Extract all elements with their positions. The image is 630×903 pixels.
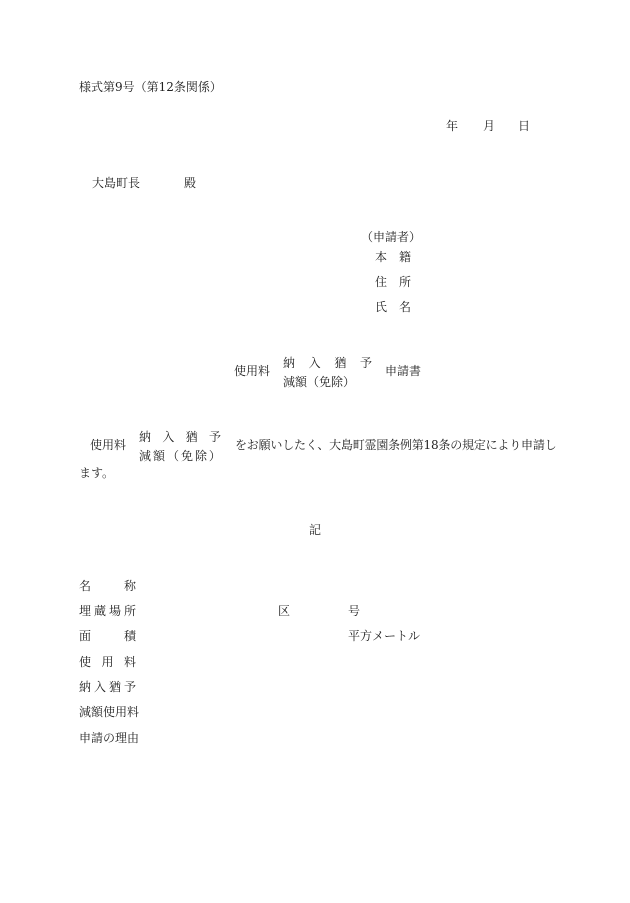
date-month-label: 月	[483, 119, 496, 133]
addressee-honorific: 殿	[184, 176, 197, 190]
field-burial-place-label: 埋 蔵 場 所	[79, 604, 136, 618]
field-usage-fee-label: 使 用 料	[79, 655, 136, 669]
field-name-label: 名 称	[79, 579, 136, 593]
field-reason-label: 申請の理由	[79, 731, 140, 745]
addressee-name: 大島町長	[92, 176, 141, 190]
title-suffix: 申請書	[385, 364, 422, 378]
field-area-label: 面 積	[79, 629, 136, 643]
applicant-address-label: 住 所	[375, 275, 412, 289]
body-text-line1: をお願いしたく、大島町霊園条例第18条の規定により申請し	[235, 438, 557, 452]
form-number: 様式第9号（第12条関係）	[79, 80, 222, 94]
field-reduced-fee-label: 減額使用料	[79, 705, 140, 719]
applicant-heading: （申請者）	[361, 230, 422, 244]
title-option-reduction: 減額（免除）	[283, 375, 356, 389]
field-payment-deferral-label: 納 入 猶 予	[79, 680, 136, 694]
date-year-label: 年	[446, 119, 459, 133]
field-square-meter-unit: 平方メートル	[348, 629, 421, 643]
field-go-label: 号	[348, 604, 361, 618]
ki-heading: 記	[309, 523, 322, 537]
body-option-reduction: 減 額 （ 免 除 ）	[139, 449, 221, 463]
title-prefix: 使用料	[234, 364, 271, 378]
field-ku-label: 区	[278, 604, 291, 618]
body-prefix: 使用料	[90, 438, 127, 452]
body-text-line2: ます。	[79, 466, 115, 480]
date-day-label: 日	[518, 119, 531, 133]
title-option-deferral: 納 入 猶 予	[283, 356, 372, 370]
body-option-deferral: 納 入 猶 予	[139, 430, 221, 444]
applicant-domicile-label: 本 籍	[375, 250, 412, 264]
applicant-name-label: 氏 名	[375, 300, 412, 314]
